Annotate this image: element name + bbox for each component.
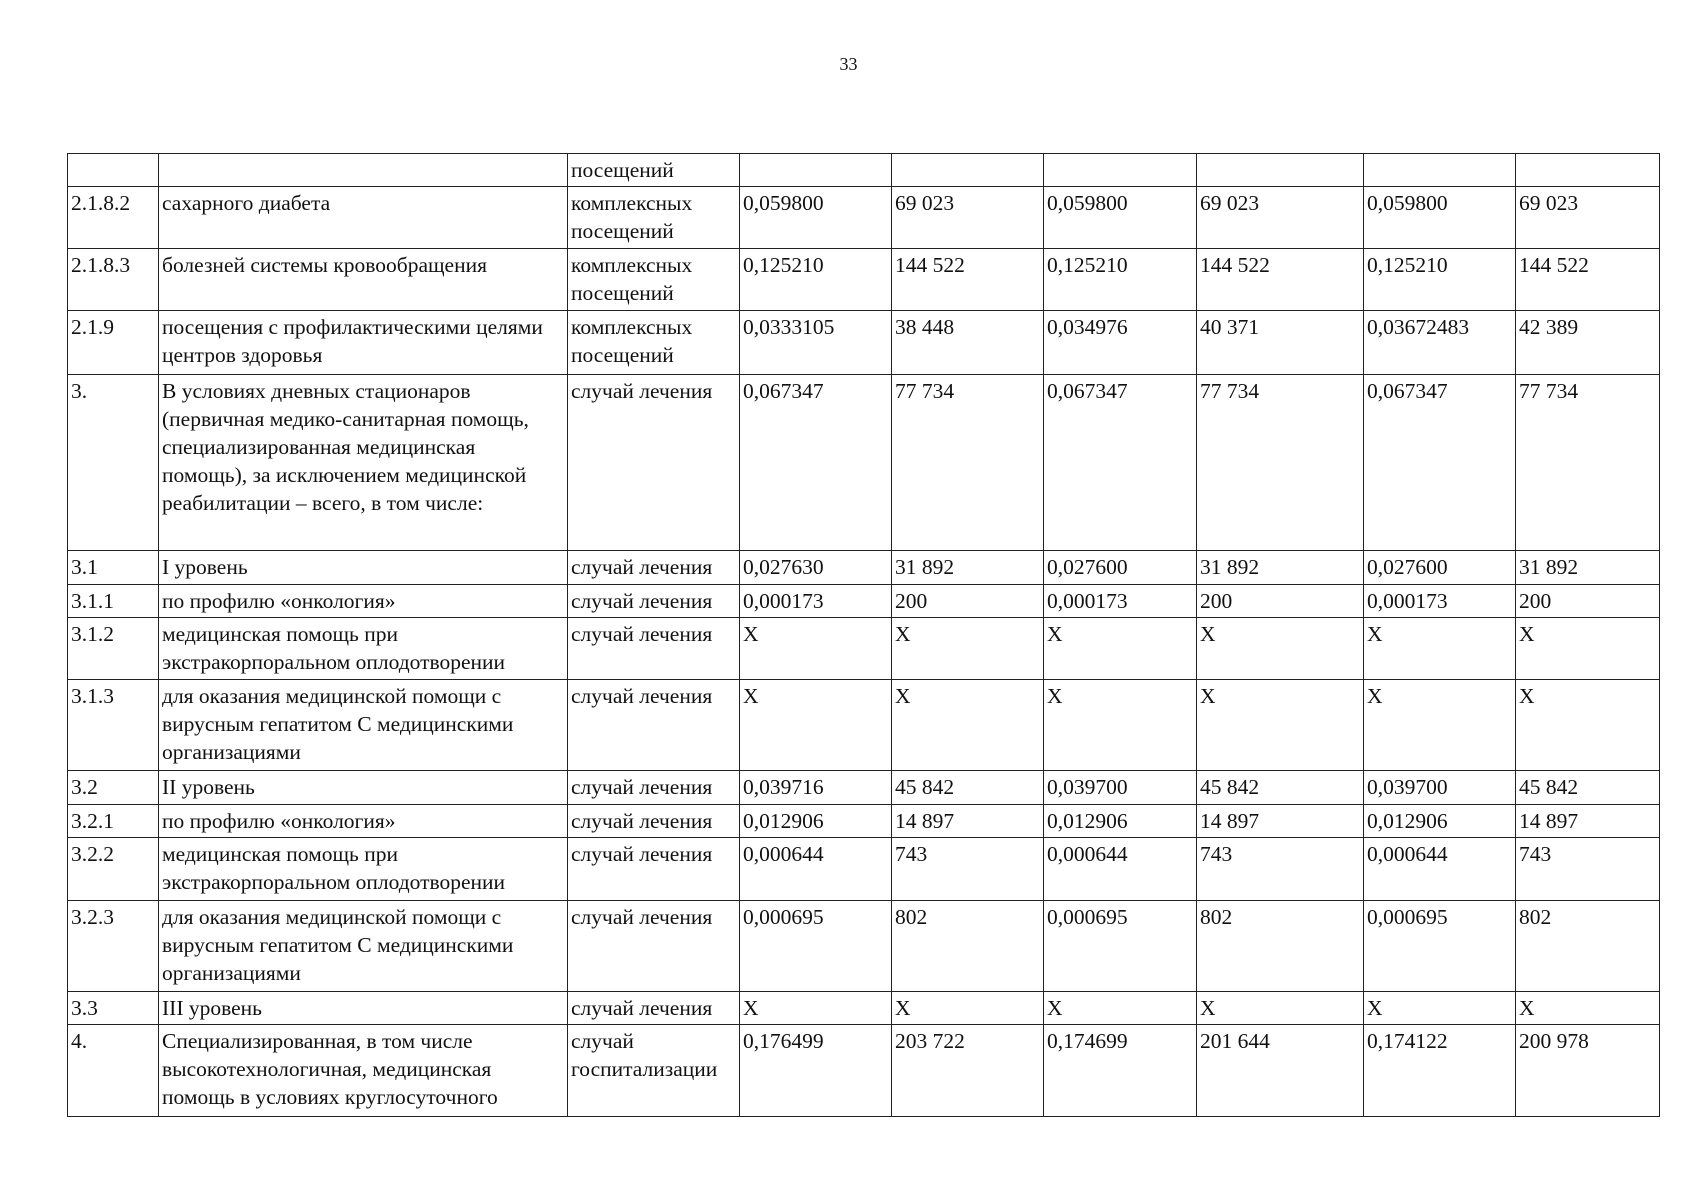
row-unit: случай лечения [568,771,740,805]
value-cell: X [1364,680,1516,771]
value-cell: X [1364,992,1516,1025]
value-cell: 0,000695 [740,901,892,992]
row-name: Специализированная, в том числе высокотехнологичная, медицинская помощь в условиях круглосуточного [159,1025,568,1117]
value-cell [1044,154,1197,187]
row-number: 4. [68,1025,159,1117]
row-number: 3.2.2 [68,838,159,901]
value-cell: 77 734 [1197,375,1364,551]
row-name: посещения с профилактическими целями центров здоровья [159,311,568,375]
value-cell: 45 842 [1516,771,1660,805]
table-row [68,154,1660,187]
row-unit: случай лечения [568,680,740,771]
table-row [68,311,1660,375]
value-cell: 0,059800 [1364,187,1516,249]
value-cell: 0,067347 [1044,375,1197,551]
row-name: медицинская помощь при экстракорпоральном оплодотворении [159,838,568,901]
value-cell: 42 389 [1516,311,1660,375]
value-cell: X [740,992,892,1025]
value-cell: 14 897 [892,805,1044,838]
value-cell: 0,0333105 [740,311,892,375]
row-number: 3.3 [68,992,159,1025]
value-cell [1197,154,1364,187]
value-cell: 802 [1516,901,1660,992]
page-number: 33 [839,54,858,74]
value-cell: 45 842 [1197,771,1364,805]
row-name: по профилю «онкология» [159,805,568,838]
value-cell: 14 897 [1516,805,1660,838]
value-cell: 0,03672483 [1364,311,1516,375]
value-cell: 0,012906 [1364,805,1516,838]
value-cell: 0,039700 [1364,771,1516,805]
value-cell: X [1516,618,1660,680]
row-number: 3.1.3 [68,680,159,771]
value-cell [1364,154,1516,187]
value-cell: 69 023 [1516,187,1660,249]
value-cell: 200 [1197,585,1364,618]
value-cell: 0,176499 [740,1025,892,1117]
value-cell: 743 [892,838,1044,901]
table-row [68,771,1660,805]
row-name: болезней системы кровообращения [159,249,568,311]
value-cell: 45 842 [892,771,1044,805]
value-cell: 0,067347 [1364,375,1516,551]
table-row [68,551,1660,585]
value-cell: 0,000173 [1044,585,1197,618]
row-unit: случай лечения [568,992,740,1025]
value-cell: 802 [892,901,1044,992]
value-cell: 802 [1197,901,1364,992]
value-cell: 0,012906 [740,805,892,838]
table-row [68,618,1660,680]
row-unit: случай лечения [568,838,740,901]
data-table [67,153,1660,1117]
value-cell: X [1197,618,1364,680]
value-cell: 0,125210 [1364,249,1516,311]
value-cell: 0,012906 [1044,805,1197,838]
value-cell: 743 [1197,838,1364,901]
table-row [68,805,1660,838]
row-unit: случай лечения [568,551,740,585]
row-number: 3.1.1 [68,585,159,618]
value-cell: X [1044,992,1197,1025]
value-cell: 0,000695 [1364,901,1516,992]
row-number: 3.2 [68,771,159,805]
row-number: 3.2.1 [68,805,159,838]
value-cell: 0,000173 [1364,585,1516,618]
value-cell: X [1516,680,1660,771]
value-cell: 0,034976 [1044,311,1197,375]
value-cell: 14 897 [1197,805,1364,838]
row-name: по профилю «онкология» [159,585,568,618]
value-cell: 144 522 [892,249,1044,311]
value-cell: 0,174699 [1044,1025,1197,1117]
row-number: 3.1 [68,551,159,585]
value-cell: 144 522 [1516,249,1660,311]
value-cell: 77 734 [892,375,1044,551]
table-row [68,901,1660,992]
value-cell: 203 722 [892,1025,1044,1117]
row-number [68,154,159,187]
value-cell: 0,059800 [740,187,892,249]
row-number: 2.1.8.3 [68,249,159,311]
value-cell: 38 448 [892,311,1044,375]
value-cell: X [892,618,1044,680]
value-cell: X [1044,618,1197,680]
row-name: медицинская помощь при экстракорпоральном оплодотворении [159,618,568,680]
value-cell: 0,125210 [1044,249,1197,311]
value-cell: 31 892 [892,551,1044,585]
value-cell: 0,000644 [1044,838,1197,901]
value-cell: 200 [892,585,1044,618]
value-cell: 0,000644 [1364,838,1516,901]
value-cell: 0,059800 [1044,187,1197,249]
value-cell: X [1516,992,1660,1025]
row-number: 3.1.2 [68,618,159,680]
value-cell: 200 978 [1516,1025,1660,1117]
value-cell: 0,027630 [740,551,892,585]
value-cell [892,154,1044,187]
row-name: III уровень [159,992,568,1025]
value-cell: X [1044,680,1197,771]
value-cell: X [1197,680,1364,771]
value-cell: 200 [1516,585,1660,618]
value-cell: 144 522 [1197,249,1364,311]
row-unit: случай лечения [568,901,740,992]
row-unit: комплексных посещений [568,311,740,375]
row-name: В условиях дневных стационаров (первичная медико-санитарная помощь, специализированная медицинская помощь), за исключением медицинской реабилитации – всего, в том числе: [159,375,568,551]
value-cell [740,154,892,187]
row-unit: комплексных посещений [568,187,740,249]
row-number: 2.1.8.2 [68,187,159,249]
table-row [68,585,1660,618]
value-cell: 0,039716 [740,771,892,805]
value-cell: X [740,618,892,680]
value-cell: 0,067347 [740,375,892,551]
table-row [68,992,1660,1025]
value-cell: 0,039700 [1044,771,1197,805]
row-name: для оказания медицинской помощи с вирусным гепатитом С медицинскими организациями [159,680,568,771]
value-cell: 69 023 [892,187,1044,249]
table-row [68,187,1660,249]
value-cell: 0,000644 [740,838,892,901]
table-row [68,249,1660,311]
row-unit: случай лечения [568,805,740,838]
value-cell: 0,174122 [1364,1025,1516,1117]
table-row [68,1025,1660,1117]
value-cell: 69 023 [1197,187,1364,249]
row-unit: посещений [568,154,740,187]
value-cell: X [892,680,1044,771]
value-cell: X [1197,992,1364,1025]
row-unit: комплексных посещений [568,249,740,311]
value-cell: X [1364,618,1516,680]
row-number: 2.1.9 [68,311,159,375]
row-number: 3.2.3 [68,901,159,992]
value-cell: 77 734 [1516,375,1660,551]
value-cell: X [740,680,892,771]
value-cell: 201 644 [1197,1025,1364,1117]
row-name: I уровень [159,551,568,585]
value-cell: 0,027600 [1044,551,1197,585]
table-row [68,375,1660,551]
row-unit: случай лечения [568,585,740,618]
row-name: для оказания медицинской помощи с вирусным гепатитом С медицинскими организациями [159,901,568,992]
value-cell: 743 [1516,838,1660,901]
row-name: II уровень [159,771,568,805]
row-unit: случай лечения [568,375,740,551]
row-name [159,154,568,187]
value-cell: 0,000695 [1044,901,1197,992]
value-cell: 31 892 [1197,551,1364,585]
row-unit: случай госпитализации [568,1025,740,1117]
row-number: 3. [68,375,159,551]
row-unit: случай лечения [568,618,740,680]
value-cell: X [892,992,1044,1025]
value-cell: 31 892 [1516,551,1660,585]
value-cell [1516,154,1660,187]
table-row [68,838,1660,901]
value-cell: 40 371 [1197,311,1364,375]
value-cell: 0,027600 [1364,551,1516,585]
value-cell: 0,000173 [740,585,892,618]
table-row [68,680,1660,771]
row-name: сахарного диабета [159,187,568,249]
value-cell: 0,125210 [740,249,892,311]
